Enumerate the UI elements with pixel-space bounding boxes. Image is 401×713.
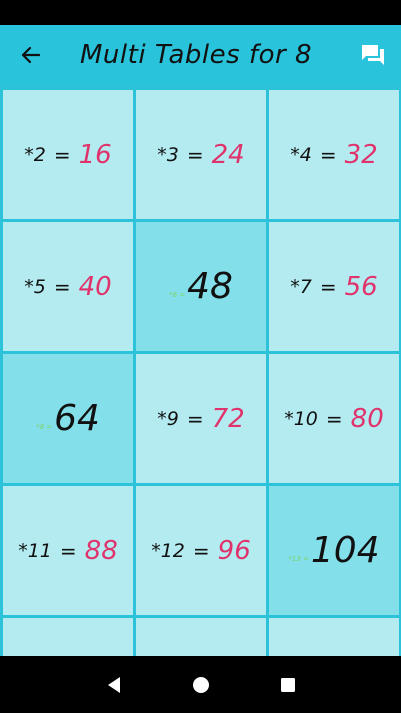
answer: 96 — [217, 535, 251, 566]
table-cell[interactable] — [136, 618, 266, 656]
multiplier: *7 — [290, 275, 312, 298]
table-cell-revealed[interactable] — [136, 222, 266, 351]
table-cell[interactable] — [3, 618, 133, 656]
table-cell[interactable] — [269, 90, 399, 219]
big-answer: 64 — [54, 398, 100, 439]
chat-button[interactable] — [345, 25, 401, 85]
nav-recents-icon — [280, 677, 296, 693]
equals-sign: = — [319, 142, 337, 167]
status-bar — [0, 0, 401, 25]
nav-home-button[interactable] — [181, 665, 221, 705]
equals-sign: = — [59, 538, 77, 563]
equals-sign: = — [53, 142, 71, 167]
equals-sign: = — [186, 142, 204, 167]
chat-icon — [360, 43, 386, 67]
multiplier: *4 — [290, 143, 312, 166]
big-answer: 104 — [310, 530, 380, 571]
answer: 88 — [84, 535, 118, 566]
multiplier: *11 — [18, 539, 52, 562]
table-cell-revealed[interactable] — [269, 486, 399, 615]
multiplier: *9 — [157, 407, 179, 430]
system-nav-bar — [0, 656, 401, 713]
multiplier: *12 — [151, 539, 185, 562]
big-answer: 48 — [187, 266, 233, 307]
table-cell[interactable] — [3, 90, 133, 219]
table-cell[interactable] — [269, 222, 399, 351]
answer: 40 — [78, 271, 112, 302]
equals-sign: = — [325, 406, 343, 431]
multiplier: *2 — [24, 143, 46, 166]
table-cell[interactable] — [136, 354, 266, 483]
table-cell[interactable] — [136, 486, 266, 615]
equals-sign: = — [319, 274, 337, 299]
tables-grid — [3, 90, 399, 656]
arrow-left-icon — [20, 46, 40, 64]
table-cell[interactable] — [136, 90, 266, 219]
table-cell[interactable] — [269, 618, 399, 656]
multiplier: *5 — [24, 275, 46, 298]
answer: 72 — [211, 403, 245, 434]
back-button[interactable] — [0, 25, 60, 85]
table-cell[interactable] — [269, 354, 399, 483]
multiplier: *10 — [284, 407, 318, 430]
answer: 80 — [350, 403, 384, 434]
answer: 32 — [344, 139, 378, 170]
page-title: Multi Tables for 8 — [80, 40, 312, 70]
faded-equation: *6 = — [169, 290, 186, 299]
nav-back-icon — [106, 676, 122, 694]
tables-grid-area — [0, 85, 401, 656]
equals-sign: = — [192, 538, 210, 563]
app-bar — [0, 25, 401, 85]
nav-back-button[interactable] — [94, 665, 134, 705]
multiplier: *3 — [157, 143, 179, 166]
answer: 56 — [344, 271, 378, 302]
faded-equation: *8 = — [36, 422, 53, 431]
table-cell-revealed[interactable] — [3, 354, 133, 483]
answer: 24 — [211, 139, 245, 170]
equals-sign: = — [186, 406, 204, 431]
table-cell[interactable] — [3, 486, 133, 615]
equals-sign: = — [53, 274, 71, 299]
nav-home-icon — [192, 676, 210, 694]
table-cell[interactable] — [3, 222, 133, 351]
nav-recents-button[interactable] — [268, 665, 308, 705]
faded-equation: *13 = — [288, 554, 309, 563]
answer: 16 — [78, 139, 112, 170]
